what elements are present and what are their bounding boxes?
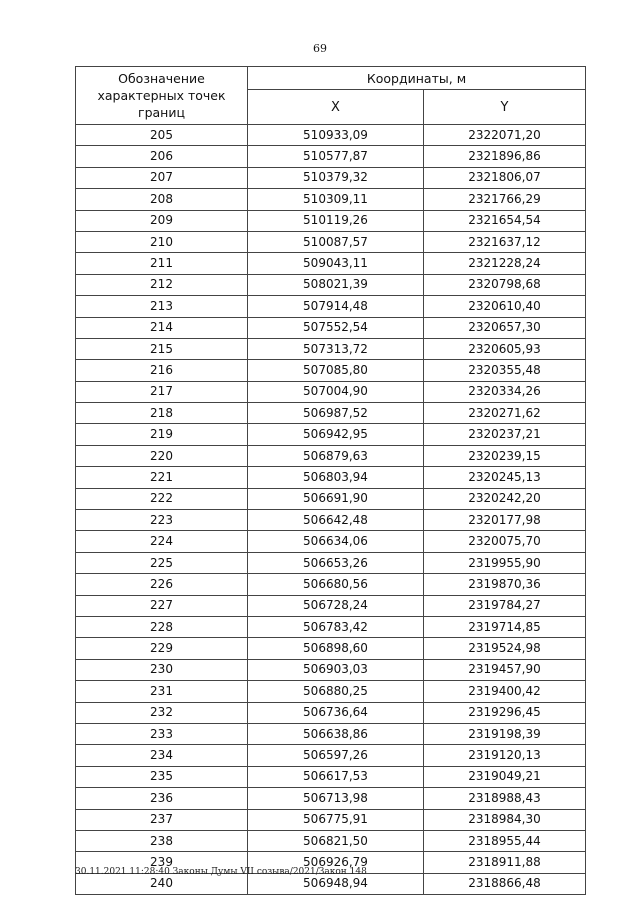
cell-x-coordinate: 506597,26 (248, 745, 424, 766)
table-row (76, 317, 586, 338)
cell-point-number: 223 (76, 510, 248, 531)
table-row (76, 723, 586, 744)
cell-point-number: 214 (76, 317, 248, 338)
cell-point-number: 227 (76, 595, 248, 616)
table-row (76, 274, 586, 295)
table-row (76, 595, 586, 616)
cell-point-number: 225 (76, 552, 248, 573)
table-row (76, 467, 586, 488)
cell-point-number: 224 (76, 531, 248, 552)
cell-x-coordinate: 506736,64 (248, 702, 424, 723)
table-row (76, 231, 586, 252)
header-point-line-3: границ (138, 105, 185, 120)
cell-x-coordinate: 506880,25 (248, 681, 424, 702)
cell-x-coordinate: 506728,24 (248, 595, 424, 616)
cell-y-coordinate: 2318984,30 (424, 809, 586, 830)
cell-x-coordinate: 506987,52 (248, 403, 424, 424)
table-row (76, 338, 586, 359)
cell-x-coordinate: 506783,42 (248, 616, 424, 637)
cell-point-number: 237 (76, 809, 248, 830)
cell-x-coordinate: 506691,90 (248, 488, 424, 509)
cell-y-coordinate: 2320245,13 (424, 467, 586, 488)
table-row (76, 424, 586, 445)
cell-point-number: 217 (76, 381, 248, 402)
cell-x-coordinate: 506903,03 (248, 659, 424, 680)
table-row (76, 616, 586, 637)
page-number: 69 (313, 42, 327, 55)
cell-y-coordinate: 2321766,29 (424, 189, 586, 210)
cell-point-number: 213 (76, 296, 248, 317)
cell-y-coordinate: 2319120,13 (424, 745, 586, 766)
cell-x-coordinate: 508021,39 (248, 274, 424, 295)
cell-point-number: 229 (76, 638, 248, 659)
cell-y-coordinate: 2321806,07 (424, 167, 586, 188)
cell-x-coordinate: 506653,26 (248, 552, 424, 573)
cell-x-coordinate: 506879,63 (248, 445, 424, 466)
cell-point-number: 228 (76, 616, 248, 637)
cell-y-coordinate: 2320075,70 (424, 531, 586, 552)
cell-y-coordinate: 2318988,43 (424, 788, 586, 809)
cell-x-coordinate: 506680,56 (248, 574, 424, 595)
cell-x-coordinate: 510087,57 (248, 231, 424, 252)
cell-x-coordinate: 507313,72 (248, 338, 424, 359)
header-x: X (248, 90, 424, 125)
table-row (76, 445, 586, 466)
header-y: Y (424, 90, 586, 125)
cell-y-coordinate: 2320657,30 (424, 317, 586, 338)
cell-y-coordinate: 2319457,90 (424, 659, 586, 680)
table-row (76, 167, 586, 188)
table-header (76, 67, 586, 125)
cell-x-coordinate: 509043,11 (248, 253, 424, 274)
table-row (76, 830, 586, 851)
cell-x-coordinate: 506634,06 (248, 531, 424, 552)
table-row (76, 809, 586, 830)
cell-y-coordinate: 2320610,40 (424, 296, 586, 317)
cell-x-coordinate: 510933,09 (248, 125, 424, 146)
cell-y-coordinate: 2321896,86 (424, 146, 586, 167)
table-row (76, 125, 586, 146)
cell-point-number: 212 (76, 274, 248, 295)
cell-y-coordinate: 2319296,45 (424, 702, 586, 723)
table-row (76, 766, 586, 787)
cell-point-number: 208 (76, 189, 248, 210)
cell-point-number: 232 (76, 702, 248, 723)
cell-x-coordinate: 506821,50 (248, 830, 424, 851)
cell-x-coordinate: 506898,60 (248, 638, 424, 659)
cell-x-coordinate: 506948,94 (248, 873, 424, 894)
cell-y-coordinate: 2319870,36 (424, 574, 586, 595)
cell-point-number: 238 (76, 830, 248, 851)
cell-y-coordinate: 2318866,48 (424, 873, 586, 894)
cell-x-coordinate: 506638,86 (248, 723, 424, 744)
cell-point-number: 235 (76, 766, 248, 787)
cell-point-number: 221 (76, 467, 248, 488)
cell-y-coordinate: 2321654,54 (424, 210, 586, 231)
table-row (76, 552, 586, 573)
cell-y-coordinate: 2319400,42 (424, 681, 586, 702)
cell-point-number: 216 (76, 360, 248, 381)
cell-point-number: 215 (76, 338, 248, 359)
cell-y-coordinate: 2319784,27 (424, 595, 586, 616)
table-row (76, 296, 586, 317)
table-row (76, 788, 586, 809)
cell-point-number: 233 (76, 723, 248, 744)
cell-x-coordinate: 506803,94 (248, 467, 424, 488)
cell-y-coordinate: 2320177,98 (424, 510, 586, 531)
table-row (76, 381, 586, 402)
table-row (76, 510, 586, 531)
table-row (76, 638, 586, 659)
table-row (76, 360, 586, 381)
cell-y-coordinate: 2319714,85 (424, 616, 586, 637)
cell-point-number: 220 (76, 445, 248, 466)
cell-point-number: 209 (76, 210, 248, 231)
cell-point-number: 210 (76, 231, 248, 252)
table-row (76, 488, 586, 509)
cell-y-coordinate: 2320237,21 (424, 424, 586, 445)
cell-point-number: 222 (76, 488, 248, 509)
table-row (76, 403, 586, 424)
cell-x-coordinate: 506775,91 (248, 809, 424, 830)
cell-x-coordinate: 510577,87 (248, 146, 424, 167)
table-row (76, 253, 586, 274)
cell-y-coordinate: 2320355,48 (424, 360, 586, 381)
table-row (76, 146, 586, 167)
cell-point-number: 206 (76, 146, 248, 167)
cell-point-number: 207 (76, 167, 248, 188)
cell-x-coordinate: 506942,95 (248, 424, 424, 445)
cell-x-coordinate: 507004,90 (248, 381, 424, 402)
cell-x-coordinate: 507914,48 (248, 296, 424, 317)
header-coordinates: Координаты, м (248, 67, 586, 90)
table-row (76, 745, 586, 766)
cell-point-number: 205 (76, 125, 248, 146)
cell-y-coordinate: 2319955,90 (424, 552, 586, 573)
cell-point-number: 231 (76, 681, 248, 702)
table-row (76, 574, 586, 595)
cell-y-coordinate: 2319524,98 (424, 638, 586, 659)
cell-point-number: 211 (76, 253, 248, 274)
cell-y-coordinate: 2320798,68 (424, 274, 586, 295)
cell-point-number: 230 (76, 659, 248, 680)
cell-point-number: 236 (76, 788, 248, 809)
cell-x-coordinate: 507085,80 (248, 360, 424, 381)
cell-point-number: 226 (76, 574, 248, 595)
cell-y-coordinate: 2321228,24 (424, 253, 586, 274)
cell-y-coordinate: 2318955,44 (424, 830, 586, 851)
header-point-line-2: характерных точек (97, 88, 226, 103)
table-row (76, 702, 586, 723)
cell-point-number: 219 (76, 424, 248, 445)
table-row (76, 659, 586, 680)
cell-point-number: 239 (76, 852, 248, 873)
cell-x-coordinate: 506926,79 (248, 852, 424, 873)
cell-x-coordinate: 510119,26 (248, 210, 424, 231)
header-point-designation (76, 67, 248, 125)
cell-point-number: 240 (76, 873, 248, 894)
table-row (76, 681, 586, 702)
cell-x-coordinate: 510379,32 (248, 167, 424, 188)
header-point-line-1: Обозначение (118, 71, 205, 86)
table-row (76, 210, 586, 231)
coordinates-table (75, 66, 586, 895)
cell-y-coordinate: 2320242,20 (424, 488, 586, 509)
table-row (76, 189, 586, 210)
cell-y-coordinate: 2319198,39 (424, 723, 586, 744)
table-body (76, 125, 586, 895)
cell-x-coordinate: 507552,54 (248, 317, 424, 338)
cell-x-coordinate: 506642,48 (248, 510, 424, 531)
cell-y-coordinate: 2320605,93 (424, 338, 586, 359)
cell-point-number: 234 (76, 745, 248, 766)
table-row (76, 531, 586, 552)
cell-x-coordinate: 506713,98 (248, 788, 424, 809)
footer-stamp: 30.11.2021 11:28:40 Законы Думы VII созыва/2021/Закон 148 (75, 867, 367, 877)
cell-y-coordinate: 2319049,21 (424, 766, 586, 787)
cell-point-number: 218 (76, 403, 248, 424)
cell-y-coordinate: 2320334,26 (424, 381, 586, 402)
cell-x-coordinate: 510309,11 (248, 189, 424, 210)
cell-y-coordinate: 2322071,20 (424, 125, 586, 146)
cell-y-coordinate: 2321637,12 (424, 231, 586, 252)
cell-y-coordinate: 2320239,15 (424, 445, 586, 466)
cell-x-coordinate: 506617,53 (248, 766, 424, 787)
cell-y-coordinate: 2320271,62 (424, 403, 586, 424)
cell-y-coordinate: 2318911,88 (424, 852, 586, 873)
